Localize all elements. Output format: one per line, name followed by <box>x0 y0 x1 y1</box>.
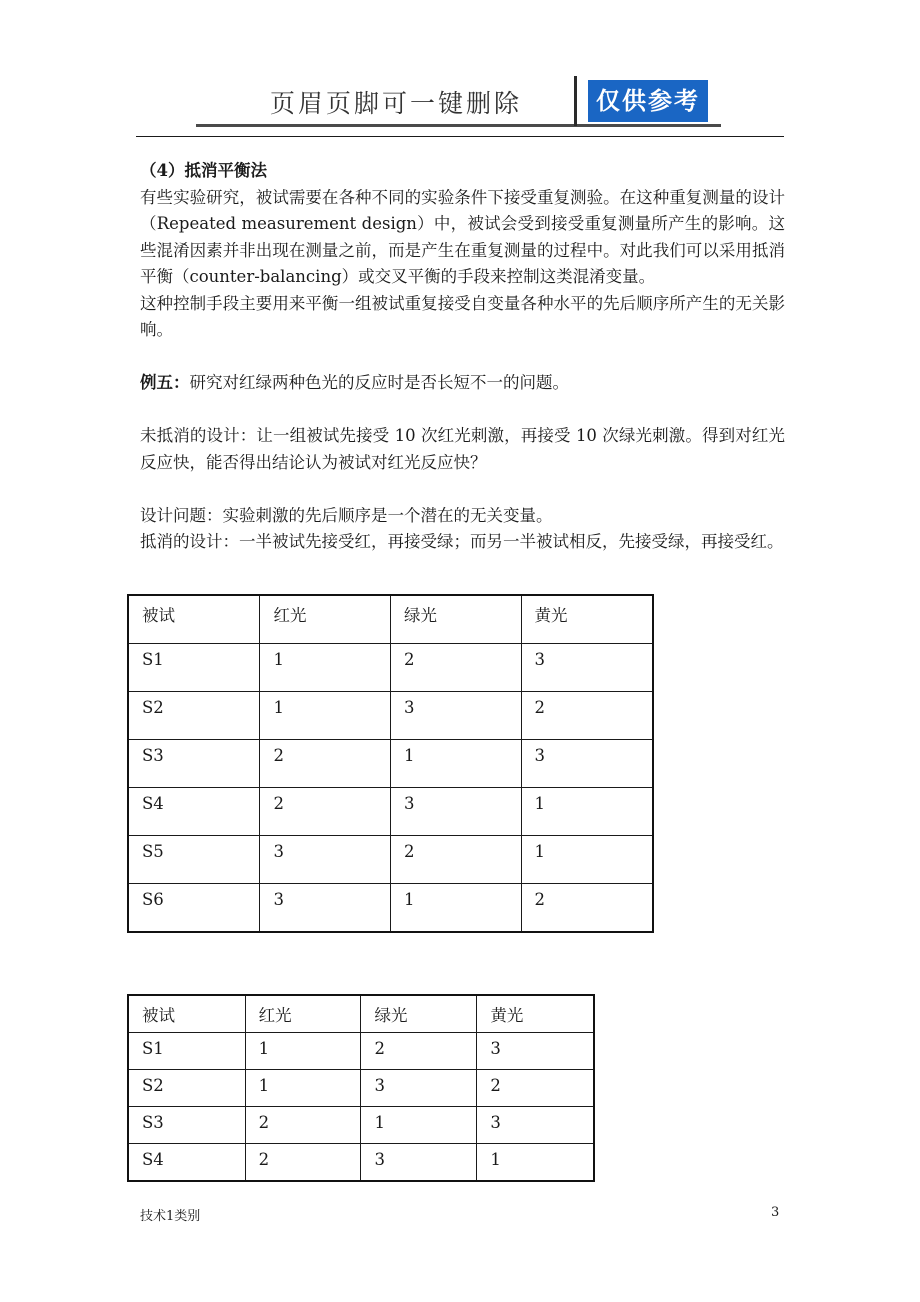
header-rule <box>136 136 784 137</box>
table-cell: 3 <box>390 788 521 836</box>
table-cell: 1 <box>245 1033 361 1070</box>
order-table-partial <box>127 994 595 1182</box>
table-cell: 2 <box>521 884 653 933</box>
table-cell: S2 <box>128 692 260 740</box>
page-number: 3 <box>771 1205 780 1220</box>
table-row <box>128 1144 594 1182</box>
example-text: 研究对红绿两种色光的反应时是否长短不一的问题。 <box>189 373 569 392</box>
table-cell: S2 <box>128 1070 245 1107</box>
table-cell: 2 <box>477 1070 594 1107</box>
table-cell: S4 <box>128 1144 245 1182</box>
table-header-cell: 绿光 <box>361 995 477 1033</box>
table-cell: 2 <box>245 1107 361 1144</box>
table-cell: 3 <box>477 1033 594 1070</box>
table-row <box>128 740 653 788</box>
table-cell: 3 <box>260 884 391 933</box>
table-row <box>128 788 653 836</box>
example-paragraph <box>140 370 785 397</box>
table-cell: 2 <box>361 1033 477 1070</box>
table-row <box>128 836 653 884</box>
table-cell: 3 <box>361 1070 477 1107</box>
table-header-cell: 黄光 <box>477 995 594 1033</box>
table-cell: 1 <box>245 1070 361 1107</box>
table-cell: S1 <box>128 1033 245 1070</box>
paragraph-design-issue: 设计问题：实验刺激的先后顺序是一个潜在的无关变量。 <box>140 505 553 525</box>
table-cell: 3 <box>260 836 391 884</box>
paragraph-unbalanced: 未抵消的设计：让一组被试先接受 10 次红光刺激，再接受 10 次绿光刺激。得到对红光反应快，能否得出结论认为被试对红光反应快？ <box>140 426 785 472</box>
table-cell: 1 <box>260 644 391 692</box>
table-cell: 2 <box>245 1144 361 1182</box>
table-cell: S5 <box>128 836 260 884</box>
table-cell: S1 <box>128 644 260 692</box>
header-divider <box>574 76 577 126</box>
header-title: 页眉页脚可一键删除 <box>270 89 523 118</box>
table-cell: 3 <box>361 1144 477 1182</box>
paragraph-intro: 有些实验研究，被试需要在各种不同的实验条件下接受重复测验。在这种重复测量的设计（Repeated measurement design）中，被试会受到接受重复测量所产生的影响。这些混淆因素并非出现在测量之前，而是产生在重复测量的过程中。对此我们可以采用抵消平衡（counter-balancing）或交叉平衡的手段来控制这类混淆变量。 <box>140 187 785 286</box>
table-row <box>128 884 653 933</box>
table-row <box>128 644 653 692</box>
paragraph-balanced: 抵消的设计：一半被试先接受红，再接受绿；而另一半被试相反，先接受绿，再接受红。 <box>140 532 784 551</box>
table-cell: 1 <box>390 740 521 788</box>
table-row <box>128 1107 594 1144</box>
table-cell: 2 <box>521 692 653 740</box>
table-row <box>128 1070 594 1107</box>
table-cell: 1 <box>521 788 653 836</box>
table-cell: 1 <box>390 884 521 933</box>
table-cell: 2 <box>260 788 391 836</box>
table-header-row <box>128 595 653 644</box>
table-cell: 2 <box>390 836 521 884</box>
table-cell: 3 <box>521 740 653 788</box>
table-cell: 1 <box>521 836 653 884</box>
table-cell: 3 <box>390 692 521 740</box>
table-header-cell: 红光 <box>245 995 361 1033</box>
table-header-row <box>128 995 594 1033</box>
table-cell: S3 <box>128 1107 245 1144</box>
table-cell: 1 <box>260 692 391 740</box>
table-row <box>128 1033 594 1070</box>
table-cell: 3 <box>521 644 653 692</box>
table-cell: S4 <box>128 788 260 836</box>
table-cell: 2 <box>260 740 391 788</box>
section-heading: （4）抵消平衡法 <box>140 161 267 180</box>
table-cell: 3 <box>477 1107 594 1144</box>
table-cell: 1 <box>477 1144 594 1182</box>
paragraph-control: 这种控制手段主要用来平衡一组被试重复接受自变量各种水平的先后顺序所产生的无关影响。 <box>140 293 785 339</box>
header-underline <box>196 124 721 127</box>
table-cell: 1 <box>361 1107 477 1144</box>
footer-category: 技术1类别 <box>140 1209 201 1224</box>
order-table-full <box>127 594 654 933</box>
table-row <box>128 692 653 740</box>
table-header-cell: 黄光 <box>521 595 653 644</box>
table-cell: S6 <box>128 884 260 933</box>
table-header-cell: 被试 <box>128 595 260 644</box>
table-cell: 2 <box>390 644 521 692</box>
table-header-cell: 红光 <box>260 595 391 644</box>
document-body <box>140 158 785 556</box>
example-label: 例五： <box>140 373 190 392</box>
table-cell: S3 <box>128 740 260 788</box>
table-header-cell: 被试 <box>128 995 245 1033</box>
table-header-cell: 绿光 <box>390 595 521 644</box>
reference-badge: 仅供参考 <box>588 80 708 122</box>
